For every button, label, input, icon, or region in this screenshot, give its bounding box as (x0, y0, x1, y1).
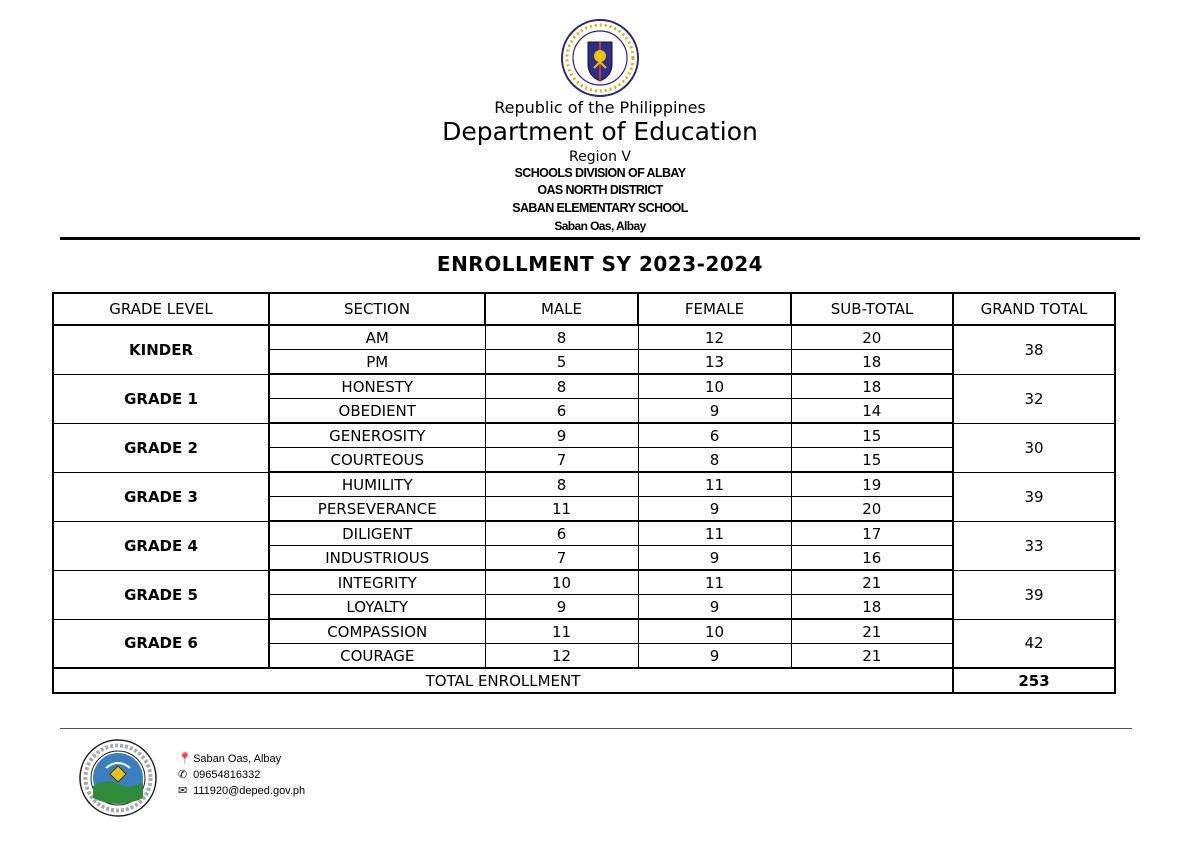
section-cell: PM (269, 350, 485, 375)
footer-address (178, 752, 281, 765)
female-cell: 10 (638, 374, 791, 399)
grand-total-cell: 32 (953, 374, 1115, 423)
female-cell: 9 (638, 595, 791, 620)
enrollment-table (52, 292, 1116, 694)
male-cell: 7 (485, 546, 638, 571)
subtotal-cell: 20 (791, 497, 953, 522)
column-header: SECTION (269, 293, 485, 325)
subtotal-cell: 21 (791, 570, 953, 595)
male-cell: 6 (485, 521, 638, 546)
male-cell: 11 (485, 619, 638, 644)
male-cell: 12 (485, 644, 638, 669)
section-cell: COURAGE (269, 644, 485, 669)
column-header: FEMALE (638, 293, 791, 325)
male-cell: 8 (485, 472, 638, 497)
subtotal-cell: 20 (791, 325, 953, 350)
subtotal-cell: 18 (791, 374, 953, 399)
section-cell: DILIGENT (269, 521, 485, 546)
section-cell: LOYALTY (269, 595, 485, 620)
column-header: SUB-TOTAL (791, 293, 953, 325)
grand-total-cell: 39 (953, 472, 1115, 521)
female-cell: 10 (638, 619, 791, 644)
subtotal-cell: 14 (791, 399, 953, 424)
total-row (53, 668, 1115, 693)
footer-address-text: Saban Oas, Albay (193, 753, 282, 765)
table-header-row (53, 293, 1115, 325)
subtotal-cell: 16 (791, 546, 953, 571)
total-enrollment-value: 253 (953, 668, 1115, 693)
subtotal-cell: 15 (791, 448, 953, 473)
subtotal-cell: 15 (791, 423, 953, 448)
female-cell: 9 (638, 546, 791, 571)
section-cell: HONESTY (269, 374, 485, 399)
subtotal-cell: 18 (791, 350, 953, 375)
table-row (53, 619, 1115, 644)
school-logo (78, 738, 158, 818)
male-cell: 7 (485, 448, 638, 473)
section-cell: HUMILITY (269, 472, 485, 497)
female-cell: 8 (638, 448, 791, 473)
division-line: SCHOOLS DIVISION OF ALBAY (514, 166, 686, 180)
male-cell: 9 (485, 595, 638, 620)
school-address: Saban Oas, Albay (554, 219, 646, 233)
total-enrollment-label: TOTAL ENROLLMENT (53, 668, 953, 693)
grade-level-cell: GRADE 6 (53, 619, 269, 668)
footer-phone-text: 09654816332 (193, 769, 261, 781)
female-cell: 11 (638, 521, 791, 546)
female-cell: 12 (638, 325, 791, 350)
table-row (53, 472, 1115, 497)
grand-total-cell: 38 (953, 325, 1115, 374)
grand-total-cell: 30 (953, 423, 1115, 472)
female-cell: 9 (638, 399, 791, 424)
deped-seal-logo (560, 18, 640, 98)
section-cell: PERSEVERANCE (269, 497, 485, 522)
footer-email-text[interactable]: 111920@deped.gov.ph (193, 785, 306, 797)
grade-level-cell: KINDER (53, 325, 269, 374)
section-cell: INTEGRITY (269, 570, 485, 595)
footer-divider (60, 728, 1132, 729)
female-cell: 11 (638, 472, 791, 497)
grand-total-cell: 39 (953, 570, 1115, 619)
male-cell: 5 (485, 350, 638, 375)
table-row (53, 570, 1115, 595)
header-divider (60, 237, 1140, 240)
table-row (53, 374, 1115, 399)
grand-total-cell: 42 (953, 619, 1115, 668)
male-cell: 8 (485, 374, 638, 399)
male-cell: 8 (485, 325, 638, 350)
grade-level-cell: GRADE 1 (53, 374, 269, 423)
grade-level-cell: GRADE 3 (53, 472, 269, 521)
subtotal-cell: 21 (791, 644, 953, 669)
female-cell: 9 (638, 497, 791, 522)
section-cell: COMPASSION (269, 619, 485, 644)
republic-line: Republic of the Philippines (494, 98, 706, 117)
grand-total-cell: 33 (953, 521, 1115, 570)
female-cell: 13 (638, 350, 791, 375)
column-header: MALE (485, 293, 638, 325)
male-cell: 6 (485, 399, 638, 424)
footer-email (178, 784, 305, 797)
subtotal-cell: 21 (791, 619, 953, 644)
section-cell: OBEDIENT (269, 399, 485, 424)
grade-level-cell: GRADE 5 (53, 570, 269, 619)
subtotal-cell: 19 (791, 472, 953, 497)
phone-icon: ✆ (178, 769, 188, 781)
male-cell: 11 (485, 497, 638, 522)
department-name: Department of Education (442, 117, 758, 146)
table-row (53, 423, 1115, 448)
female-cell: 6 (638, 423, 791, 448)
female-cell: 11 (638, 570, 791, 595)
email-icon: ✉ (178, 785, 188, 797)
male-cell: 9 (485, 423, 638, 448)
district-line: OAS NORTH DISTRICT (537, 183, 663, 197)
male-cell: 10 (485, 570, 638, 595)
grade-level-cell: GRADE 4 (53, 521, 269, 570)
map-pin-icon: 📍 (178, 753, 192, 765)
subtotal-cell: 17 (791, 521, 953, 546)
column-header: GRADE LEVEL (53, 293, 269, 325)
footer-phone (178, 768, 260, 781)
document-title: ENROLLMENT SY 2023-2024 (436, 252, 764, 276)
section-cell: GENEROSITY (269, 423, 485, 448)
school-name: SABAN ELEMENTARY SCHOOL (512, 201, 688, 215)
column-header: GRAND TOTAL (953, 293, 1115, 325)
subtotal-cell: 18 (791, 595, 953, 620)
table-row (53, 325, 1115, 350)
grade-level-cell: GRADE 2 (53, 423, 269, 472)
female-cell: 9 (638, 644, 791, 669)
section-cell: AM (269, 325, 485, 350)
section-cell: INDUSTRIOUS (269, 546, 485, 571)
region-line: Region V (569, 149, 631, 165)
section-cell: COURTEOUS (269, 448, 485, 473)
table-row (53, 521, 1115, 546)
